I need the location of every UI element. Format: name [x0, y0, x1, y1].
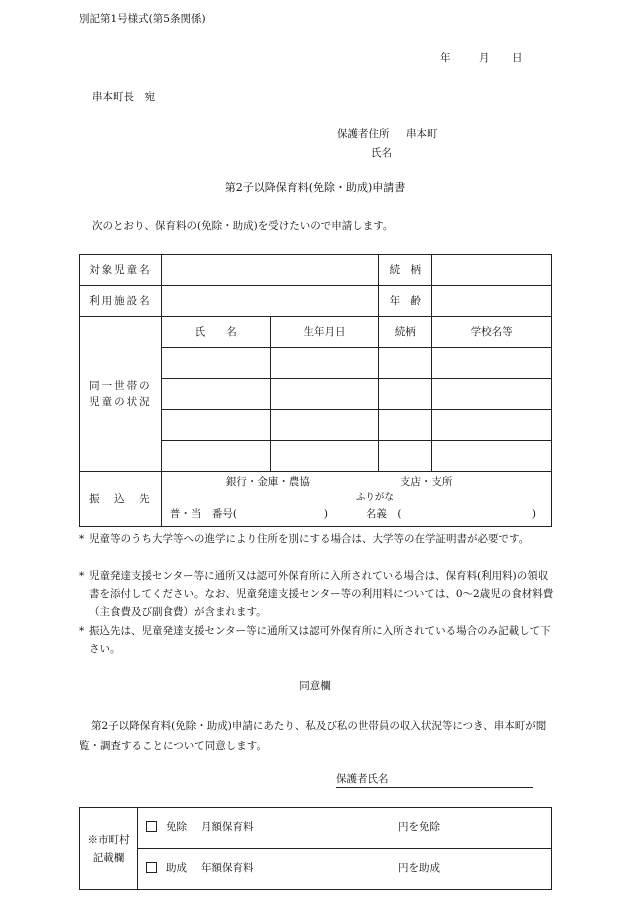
application-table	[79, 254, 552, 527]
note-3: * 振込先は、児童発達支援センター等に通所又は認可外保育所に入所されている場合のみ記載して下さい。	[79, 622, 554, 658]
sibling-name-field[interactable]	[161, 410, 270, 441]
intro-text: 次のとおり、保育料の(免除・助成)を受けたいので申請します。	[92, 220, 394, 232]
bank-types: 銀行・金庫・農協	[225, 476, 310, 488]
subsidy-fee-label: 年額保育料	[201, 862, 254, 874]
consent-body: 第2子以降保育料(免除・助成)申請にあたり、私及び私の世帯員の収入状況等につき、串本町が閲覧・調査することについて同意します。	[79, 720, 547, 752]
note-mark: *	[79, 570, 85, 582]
addressee: 串本町長 宛	[92, 91, 155, 103]
subsidy-type: 助成	[166, 862, 187, 874]
sibling-school-field[interactable]	[432, 379, 552, 410]
household-label	[80, 317, 162, 472]
sibling-school-field[interactable]	[432, 441, 552, 472]
transfer-label: 振 込 先	[80, 472, 162, 527]
sibling-birth-field[interactable]	[270, 441, 379, 472]
exemption-row	[138, 808, 552, 849]
sibling-name-field[interactable]	[161, 348, 270, 379]
account-close: )	[323, 508, 328, 520]
relation-label: 続 柄	[379, 255, 432, 286]
col-relation-header: 続柄	[379, 317, 432, 348]
sibling-school-field[interactable]	[432, 348, 552, 379]
date-month: 月	[479, 52, 490, 64]
note-1: * 児童等のうち大学等への進学により住所を別にする場合は、大学等の在学証明書が必要です。	[79, 530, 554, 548]
address-label: 保護者住所	[337, 128, 390, 140]
household-label-line2: 児童の状況	[89, 396, 152, 408]
age-field[interactable]	[432, 286, 552, 317]
subsidy-row	[138, 849, 552, 890]
target-child-field[interactable]	[161, 255, 379, 286]
exemption-fee-label: 月額保育料	[201, 821, 254, 833]
consent-title: 同意欄	[299, 680, 331, 692]
subsidy-checkbox[interactable]	[146, 862, 165, 876]
target-child-label: 対象児童名	[80, 255, 162, 286]
form-number: 別記第1号様式(第5条関係)	[79, 13, 206, 25]
household-label-line1: 同一世帯の	[89, 380, 152, 392]
col-school-header: 学校名等	[432, 317, 552, 348]
sibling-name-field[interactable]	[161, 441, 270, 472]
age-label: 年 齢	[379, 286, 432, 317]
transfer-field[interactable]	[161, 472, 551, 527]
exemption-type: 免除	[166, 821, 187, 833]
subsidy-result: 円を助成	[398, 862, 440, 874]
note-2: * 児童発達支援センター等に通所又は認可外保育所に入所されている場合は、保育料(利用料)の領収書を添付してください。なお、児童発達支援センター等の利用料については、0〜2歳児の食材料費（主食費及び副食費）が含まれます。	[79, 567, 554, 621]
office-label	[80, 808, 138, 890]
office-use-table	[79, 807, 552, 890]
holder-label: 名義 (	[365, 508, 402, 520]
guardian-signature-line[interactable]	[336, 773, 533, 788]
address-value: 串本町	[406, 128, 438, 140]
relation-field[interactable]	[432, 255, 552, 286]
exemption-checkbox[interactable]	[146, 821, 165, 835]
facility-label: 利用施設名	[80, 286, 162, 317]
col-name-header: 氏 名	[161, 317, 270, 348]
sibling-relation-field[interactable]	[379, 348, 432, 379]
office-label-line1: ※市町村	[87, 833, 130, 846]
col-birth-header: 生年月日	[270, 317, 379, 348]
branch-types: 支店・支所	[399, 476, 453, 488]
date-day: 日	[512, 52, 523, 64]
document-title: 第2子以降保育料(免除・助成)申請書	[224, 181, 406, 194]
sibling-relation-field[interactable]	[379, 410, 432, 441]
note-mark: *	[79, 625, 85, 637]
facility-field[interactable]	[161, 286, 379, 317]
sibling-birth-field[interactable]	[270, 348, 379, 379]
account-type: 普・当 番号(	[169, 508, 237, 520]
sibling-school-field[interactable]	[432, 410, 552, 441]
sibling-birth-field[interactable]	[270, 379, 379, 410]
exemption-result: 円を免除	[398, 821, 440, 833]
sibling-birth-field[interactable]	[270, 410, 379, 441]
date-year: 年	[440, 52, 451, 64]
note-mark: *	[79, 533, 85, 545]
sibling-name-field[interactable]	[161, 379, 270, 410]
furigana-label: ふりがな	[355, 492, 394, 503]
sibling-relation-field[interactable]	[379, 441, 432, 472]
holder-close: )	[531, 508, 536, 520]
name-label: 氏名	[371, 147, 392, 159]
sibling-relation-field[interactable]	[379, 379, 432, 410]
office-label-line2: 記載欄	[92, 851, 125, 864]
guardian-signature-label: 保護者氏名	[336, 773, 389, 785]
